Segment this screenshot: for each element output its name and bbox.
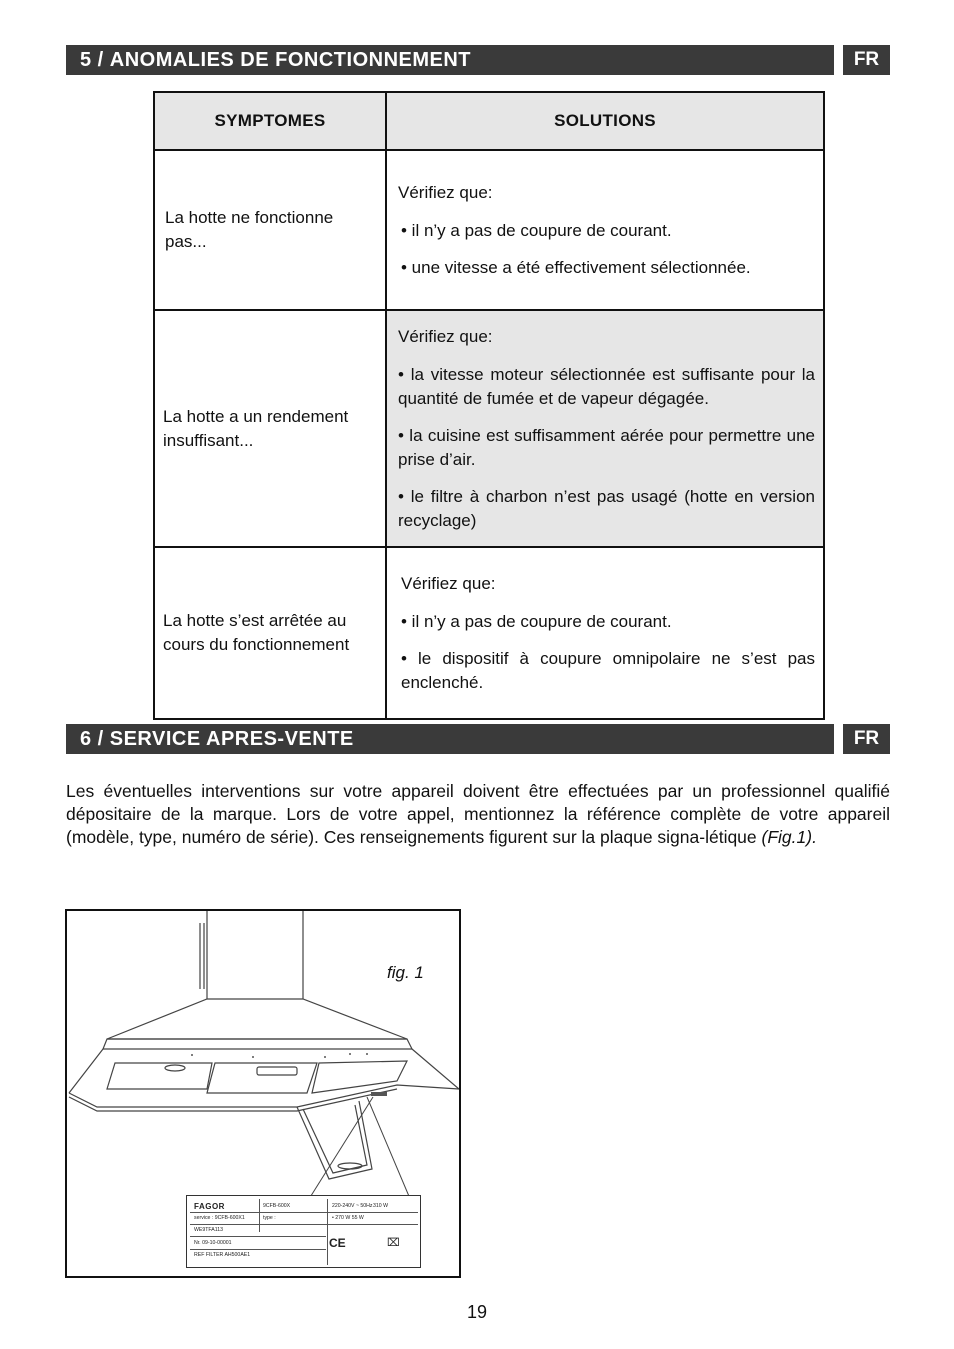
solution-item: • la vitesse moteur sélectionnée est suffisante pour la quantité de fumée et de vapeur dégagée.: [398, 364, 815, 408]
section-number: 5 /: [80, 49, 104, 71]
symptom-cell: La hotte s’est arrêtée au cours du fonctionnement: [154, 547, 386, 719]
solution-item: • il n’y a pas de coupure de courant.: [401, 611, 672, 631]
plate-voltage: 220-240V ~ 50Hz: [332, 1203, 373, 1209]
solution-lead: Vérifiez que:: [401, 573, 496, 593]
table-row: [154, 150, 824, 310]
language-badge: FR: [843, 724, 890, 754]
figure-label: fig. 1: [387, 963, 424, 982]
table-row: [154, 310, 824, 547]
solution-cell: [386, 547, 824, 719]
plate-service: service : 9CFB-600X1: [194, 1215, 245, 1221]
service-text: Les éventuelles interventions sur votre appareil doivent être effectuées par un professionnel qualifié dépositaire de la marque. Lors de votre appel, mentionnez la référence complète de votre appareil (modèle, type, numéro de série). Ces renseignements figurent sur la plaque signa-létique: [66, 781, 890, 847]
table-row: [154, 547, 824, 719]
plate-filter-ref: REF FILTER AH500AE1: [194, 1252, 251, 1258]
troubleshooting-table: [153, 91, 825, 720]
solution-cell: [386, 150, 824, 310]
solution-cell: [386, 310, 824, 547]
section-title: ANOMALIES DE FONCTIONNEMENT: [109, 49, 472, 71]
symptom-cell: La hotte ne fonctionne pas...: [154, 150, 386, 310]
plate-wattage: • 270 W 55 W: [332, 1215, 364, 1221]
ce-mark-icon: CE: [329, 1236, 346, 1250]
figure-reference: (Fig.1).: [761, 827, 817, 847]
page-number: 19: [466, 1302, 488, 1322]
plate-type: type :: [263, 1215, 276, 1221]
section-number: 6 /: [80, 728, 104, 750]
table-header-row: [154, 92, 824, 150]
weee-bin-icon: ⌧: [387, 1237, 400, 1249]
symptom-cell: La hotte a un rendement insuffisant...: [154, 310, 386, 547]
figure-1: [65, 909, 461, 1278]
plate-code: WE9TFA113: [194, 1227, 224, 1233]
section-header-service: [66, 724, 834, 754]
solution-item: • le dispositif à coupure omnipolaire ne s’est pas enclenché.: [401, 648, 815, 692]
solution-lead: Vérifiez que:: [398, 326, 493, 346]
solution-item: • il n’y a pas de coupure de courant.: [401, 220, 672, 240]
service-paragraph: [66, 780, 890, 849]
solution-item: • une vitesse a été effectivement sélectionnée.: [401, 257, 751, 277]
plate-power: 310 W: [373, 1203, 388, 1209]
plate-model: 9CFB-600X: [263, 1203, 291, 1209]
solution-item: • la cuisine est suffisamment aérée pour permettre une prise d’air.: [398, 425, 815, 469]
header-symptoms: SYMPTOMES: [154, 92, 386, 150]
section-header-anomalies: [66, 45, 834, 75]
solution-item: • le filtre à charbon n’est pas usagé (hotte en version recyclage): [398, 486, 815, 530]
solution-lead: Vérifiez que:: [398, 182, 493, 202]
language-badge: FR: [843, 45, 890, 75]
rating-plate: [186, 1195, 421, 1268]
section-title: SERVICE APRES-VENTE: [109, 728, 354, 750]
header-solutions: SOLUTIONS: [386, 92, 824, 150]
plate-brand: FAGOR: [194, 1202, 225, 1211]
plate-serial: Nr. 09-10-00001: [194, 1240, 232, 1246]
